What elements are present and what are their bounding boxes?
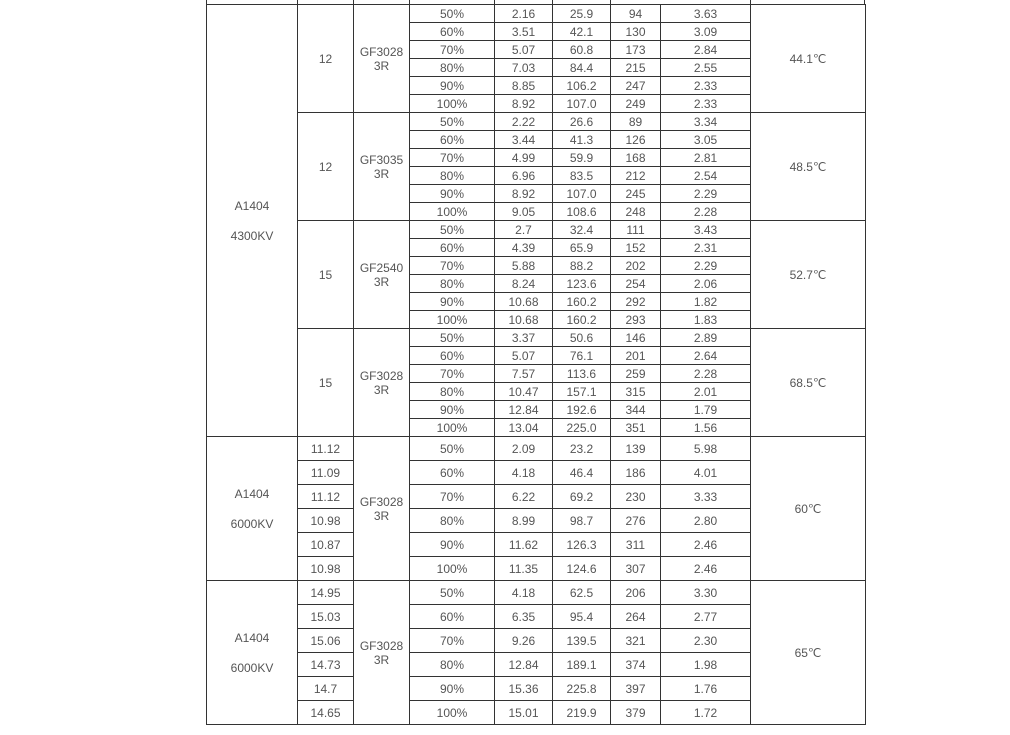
efficiency-cell: 5.98 xyxy=(661,437,751,461)
propeller-blades: 3R xyxy=(373,382,390,397)
throttle-cell: 50% xyxy=(410,581,495,605)
efficiency-cell: 3.33 xyxy=(661,485,751,509)
throttle-cell: 60% xyxy=(410,605,495,629)
throttle-cell: 90% xyxy=(410,77,495,95)
voltage-cell: 15 xyxy=(298,221,354,329)
power-cell: 107.0 xyxy=(553,185,611,203)
efficiency-cell: 1.83 xyxy=(661,311,751,329)
motor-model: A1404 xyxy=(234,198,270,213)
power-cell: 88.2 xyxy=(553,257,611,275)
thrust-cell: 351 xyxy=(611,419,661,437)
efficiency-cell: 2.80 xyxy=(661,509,751,533)
efficiency-cell: 3.05 xyxy=(661,131,751,149)
current-cell: 15.36 xyxy=(495,677,553,701)
current-cell: 2.16 xyxy=(495,5,553,23)
voltage-cell: 11.12 xyxy=(298,437,354,461)
voltage-cell: 10.87 xyxy=(298,533,354,557)
current-cell: 2.09 xyxy=(495,437,553,461)
efficiency-cell: 2.28 xyxy=(661,365,751,383)
power-cell: 160.2 xyxy=(553,293,611,311)
throttle-cell: 90% xyxy=(410,677,495,701)
thrust-cell: 247 xyxy=(611,77,661,95)
throttle-cell: 80% xyxy=(410,509,495,533)
efficiency-cell: 3.30 xyxy=(661,581,751,605)
power-cell: 41.3 xyxy=(553,131,611,149)
voltage-cell: 15.06 xyxy=(298,629,354,653)
efficiency-cell: 2.06 xyxy=(661,275,751,293)
throttle-cell: 50% xyxy=(410,221,495,239)
efficiency-cell: 2.01 xyxy=(661,383,751,401)
efficiency-cell: 2.28 xyxy=(661,203,751,221)
thrust-cell: 173 xyxy=(611,41,661,59)
efficiency-cell: 3.09 xyxy=(661,23,751,41)
power-cell: 98.7 xyxy=(553,509,611,533)
efficiency-cell: 2.33 xyxy=(661,95,751,113)
propeller-cell xyxy=(354,113,410,221)
current-cell: 3.51 xyxy=(495,23,553,41)
power-cell: 225.0 xyxy=(553,419,611,437)
efficiency-cell: 1.79 xyxy=(661,401,751,419)
thrust-cell: 259 xyxy=(611,365,661,383)
efficiency-cell: 1.76 xyxy=(661,677,751,701)
throttle-cell: 100% xyxy=(410,419,495,437)
efficiency-cell: 2.46 xyxy=(661,533,751,557)
thrust-cell: 126 xyxy=(611,131,661,149)
power-cell: 160.2 xyxy=(553,311,611,329)
power-cell: 124.6 xyxy=(553,557,611,581)
thrust-cell: 315 xyxy=(611,383,661,401)
thrust-cell: 215 xyxy=(611,59,661,77)
power-cell: 32.4 xyxy=(553,221,611,239)
voltage-cell: 10.98 xyxy=(298,557,354,581)
current-cell: 4.18 xyxy=(495,461,553,485)
current-cell: 8.92 xyxy=(495,185,553,203)
voltage-cell: 11.09 xyxy=(298,461,354,485)
current-cell: 4.39 xyxy=(495,239,553,257)
current-cell: 5.07 xyxy=(495,347,553,365)
current-cell: 6.22 xyxy=(495,485,553,509)
temperature-cell: 48.5℃ xyxy=(751,113,866,221)
voltage-cell: 14.73 xyxy=(298,653,354,677)
throttle-cell: 100% xyxy=(410,557,495,581)
throttle-cell: 90% xyxy=(410,401,495,419)
propeller-model: GF3028 xyxy=(359,368,404,383)
thrust-cell: 344 xyxy=(611,401,661,419)
thrust-cell: 264 xyxy=(611,605,661,629)
voltage-cell: 10.98 xyxy=(298,509,354,533)
power-cell: 84.4 xyxy=(553,59,611,77)
current-cell: 12.84 xyxy=(495,653,553,677)
throttle-cell: 100% xyxy=(410,701,495,725)
thrust-cell: 212 xyxy=(611,167,661,185)
propeller-cell xyxy=(354,437,410,581)
propeller-cell xyxy=(354,5,410,113)
power-cell: 192.6 xyxy=(553,401,611,419)
power-cell: 219.9 xyxy=(553,701,611,725)
propeller-blades: 3R xyxy=(373,652,390,667)
throttle-cell: 70% xyxy=(410,41,495,59)
efficiency-cell: 2.77 xyxy=(661,605,751,629)
power-cell: 46.4 xyxy=(553,461,611,485)
throttle-cell: 70% xyxy=(410,629,495,653)
temperature-cell: 68.5℃ xyxy=(751,329,866,437)
thrust-cell: 311 xyxy=(611,533,661,557)
power-cell: 26.6 xyxy=(553,113,611,131)
power-cell: 50.6 xyxy=(553,329,611,347)
current-cell: 4.99 xyxy=(495,149,553,167)
voltage-cell: 12 xyxy=(298,5,354,113)
temperature-cell: 44.1℃ xyxy=(751,5,866,113)
table-row xyxy=(207,113,866,131)
efficiency-cell: 1.72 xyxy=(661,701,751,725)
throttle-cell: 100% xyxy=(410,311,495,329)
thrust-cell: 230 xyxy=(611,485,661,509)
throttle-cell: 90% xyxy=(410,185,495,203)
propeller-cell xyxy=(354,581,410,725)
current-cell: 2.22 xyxy=(495,113,553,131)
throttle-cell: 60% xyxy=(410,23,495,41)
current-cell: 13.04 xyxy=(495,419,553,437)
power-cell: 62.5 xyxy=(553,581,611,605)
throttle-cell: 80% xyxy=(410,383,495,401)
thrust-cell: 130 xyxy=(611,23,661,41)
current-cell: 8.85 xyxy=(495,77,553,95)
thrust-cell: 168 xyxy=(611,149,661,167)
throttle-cell: 80% xyxy=(410,653,495,677)
throttle-cell: 60% xyxy=(410,461,495,485)
current-cell: 11.62 xyxy=(495,533,553,557)
table-row xyxy=(207,221,866,239)
power-cell: 25.9 xyxy=(553,5,611,23)
voltage-cell: 11.12 xyxy=(298,485,354,509)
efficiency-cell: 2.84 xyxy=(661,41,751,59)
power-cell: 107.0 xyxy=(553,95,611,113)
efficiency-cell: 2.30 xyxy=(661,629,751,653)
voltage-cell: 15 xyxy=(298,329,354,437)
power-cell: 69.2 xyxy=(553,485,611,509)
power-cell: 76.1 xyxy=(553,347,611,365)
thrust-cell: 111 xyxy=(611,221,661,239)
throttle-cell: 100% xyxy=(410,203,495,221)
throttle-cell: 50% xyxy=(410,5,495,23)
current-cell: 8.24 xyxy=(495,275,553,293)
power-cell: 59.9 xyxy=(553,149,611,167)
thrust-cell: 374 xyxy=(611,653,661,677)
power-cell: 23.2 xyxy=(553,437,611,461)
propeller-model: GF3028 xyxy=(359,638,404,653)
temperature-cell: 52.7℃ xyxy=(751,221,866,329)
power-cell: 157.1 xyxy=(553,383,611,401)
efficiency-cell: 2.29 xyxy=(661,257,751,275)
thrust-cell: 146 xyxy=(611,329,661,347)
thrust-cell: 292 xyxy=(611,293,661,311)
efficiency-cell: 2.54 xyxy=(661,167,751,185)
current-cell: 5.88 xyxy=(495,257,553,275)
thrust-cell: 206 xyxy=(611,581,661,605)
motor-kv: 4300KV xyxy=(230,228,274,243)
efficiency-cell: 2.81 xyxy=(661,149,751,167)
efficiency-cell: 2.29 xyxy=(661,185,751,203)
thrust-cell: 379 xyxy=(611,701,661,725)
current-cell: 9.26 xyxy=(495,629,553,653)
thrust-cell: 254 xyxy=(611,275,661,293)
throttle-cell: 80% xyxy=(410,275,495,293)
efficiency-cell: 2.33 xyxy=(661,77,751,95)
propeller-model: GF3035 xyxy=(359,152,404,167)
current-cell: 9.05 xyxy=(495,203,553,221)
voltage-cell: 15.03 xyxy=(298,605,354,629)
thrust-cell: 202 xyxy=(611,257,661,275)
thrust-cell: 89 xyxy=(611,113,661,131)
throttle-cell: 70% xyxy=(410,149,495,167)
efficiency-cell: 3.34 xyxy=(661,113,751,131)
temperature-cell: 65℃ xyxy=(751,581,866,725)
table-row xyxy=(207,581,866,605)
current-cell: 6.96 xyxy=(495,167,553,185)
current-cell: 4.18 xyxy=(495,581,553,605)
motor-model-cell xyxy=(207,437,298,581)
efficiency-cell: 1.98 xyxy=(661,653,751,677)
throttle-cell: 90% xyxy=(410,293,495,311)
efficiency-cell: 3.43 xyxy=(661,221,751,239)
power-cell: 126.3 xyxy=(553,533,611,557)
current-cell: 12.84 xyxy=(495,401,553,419)
efficiency-cell: 2.55 xyxy=(661,59,751,77)
efficiency-cell: 4.01 xyxy=(661,461,751,485)
thrust-cell: 94 xyxy=(611,5,661,23)
temperature-cell: 60℃ xyxy=(751,437,866,581)
efficiency-cell: 2.46 xyxy=(661,557,751,581)
power-cell: 108.6 xyxy=(553,203,611,221)
table-row xyxy=(207,437,866,461)
thrust-cell: 201 xyxy=(611,347,661,365)
efficiency-cell: 2.89 xyxy=(661,329,751,347)
propeller-blades: 3R xyxy=(373,274,390,289)
power-cell: 42.1 xyxy=(553,23,611,41)
thrust-cell: 248 xyxy=(611,203,661,221)
throttle-cell: 60% xyxy=(410,239,495,257)
thrust-cell: 321 xyxy=(611,629,661,653)
motor-model: A1404 xyxy=(234,630,270,645)
current-cell: 10.47 xyxy=(495,383,553,401)
voltage-cell: 14.95 xyxy=(298,581,354,605)
motor-model-cell xyxy=(207,581,298,725)
current-cell: 10.68 xyxy=(495,311,553,329)
throttle-cell: 70% xyxy=(410,257,495,275)
motor-model-cell xyxy=(207,5,298,437)
throttle-cell: 50% xyxy=(410,329,495,347)
propeller-blades: 3R xyxy=(373,166,390,181)
table-row xyxy=(207,329,866,347)
power-cell: 123.6 xyxy=(553,275,611,293)
current-cell: 2.7 xyxy=(495,221,553,239)
throttle-cell: 50% xyxy=(410,437,495,461)
efficiency-cell: 1.82 xyxy=(661,293,751,311)
throttle-cell: 70% xyxy=(410,365,495,383)
throttle-cell: 50% xyxy=(410,113,495,131)
power-cell: 113.6 xyxy=(553,365,611,383)
thrust-cell: 397 xyxy=(611,677,661,701)
thrust-cell: 293 xyxy=(611,311,661,329)
power-cell: 189.1 xyxy=(553,653,611,677)
current-cell: 5.07 xyxy=(495,41,553,59)
voltage-cell: 12 xyxy=(298,113,354,221)
thrust-cell: 245 xyxy=(611,185,661,203)
power-cell: 106.2 xyxy=(553,77,611,95)
thrust-cell: 307 xyxy=(611,557,661,581)
propeller-cell xyxy=(354,329,410,437)
throttle-cell: 60% xyxy=(410,131,495,149)
motor-model: A1404 xyxy=(234,486,270,501)
propeller-model: GF2540 xyxy=(359,260,404,275)
current-cell: 7.03 xyxy=(495,59,553,77)
propeller-blades: 3R xyxy=(373,58,390,73)
current-cell: 7.57 xyxy=(495,365,553,383)
thrust-cell: 249 xyxy=(611,95,661,113)
thrust-cell: 139 xyxy=(611,437,661,461)
current-cell: 8.92 xyxy=(495,95,553,113)
thrust-cell: 276 xyxy=(611,509,661,533)
motor-test-data-table xyxy=(206,4,866,725)
current-cell: 6.35 xyxy=(495,605,553,629)
power-cell: 83.5 xyxy=(553,167,611,185)
propeller-cell xyxy=(354,221,410,329)
throttle-cell: 100% xyxy=(410,95,495,113)
efficiency-cell: 2.64 xyxy=(661,347,751,365)
power-cell: 60.8 xyxy=(553,41,611,59)
propeller-blades: 3R xyxy=(373,508,390,523)
propeller-model: GF3028 xyxy=(359,44,404,59)
motor-kv: 6000KV xyxy=(230,516,274,531)
power-cell: 95.4 xyxy=(553,605,611,629)
motor-kv: 6000KV xyxy=(230,660,274,675)
throttle-cell: 70% xyxy=(410,485,495,509)
current-cell: 8.99 xyxy=(495,509,553,533)
propeller-model: GF3028 xyxy=(359,494,404,509)
voltage-cell: 14.7 xyxy=(298,677,354,701)
power-cell: 139.5 xyxy=(553,629,611,653)
throttle-cell: 80% xyxy=(410,167,495,185)
throttle-cell: 60% xyxy=(410,347,495,365)
voltage-cell: 14.65 xyxy=(298,701,354,725)
current-cell: 3.44 xyxy=(495,131,553,149)
table-row xyxy=(207,5,866,23)
table-body xyxy=(207,5,866,725)
efficiency-cell: 1.56 xyxy=(661,419,751,437)
power-cell: 65.9 xyxy=(553,239,611,257)
efficiency-cell: 3.63 xyxy=(661,5,751,23)
efficiency-cell: 2.31 xyxy=(661,239,751,257)
throttle-cell: 80% xyxy=(410,59,495,77)
thrust-cell: 152 xyxy=(611,239,661,257)
power-cell: 225.8 xyxy=(553,677,611,701)
current-cell: 10.68 xyxy=(495,293,553,311)
throttle-cell: 90% xyxy=(410,533,495,557)
thrust-cell: 186 xyxy=(611,461,661,485)
current-cell: 11.35 xyxy=(495,557,553,581)
current-cell: 15.01 xyxy=(495,701,553,725)
current-cell: 3.37 xyxy=(495,329,553,347)
